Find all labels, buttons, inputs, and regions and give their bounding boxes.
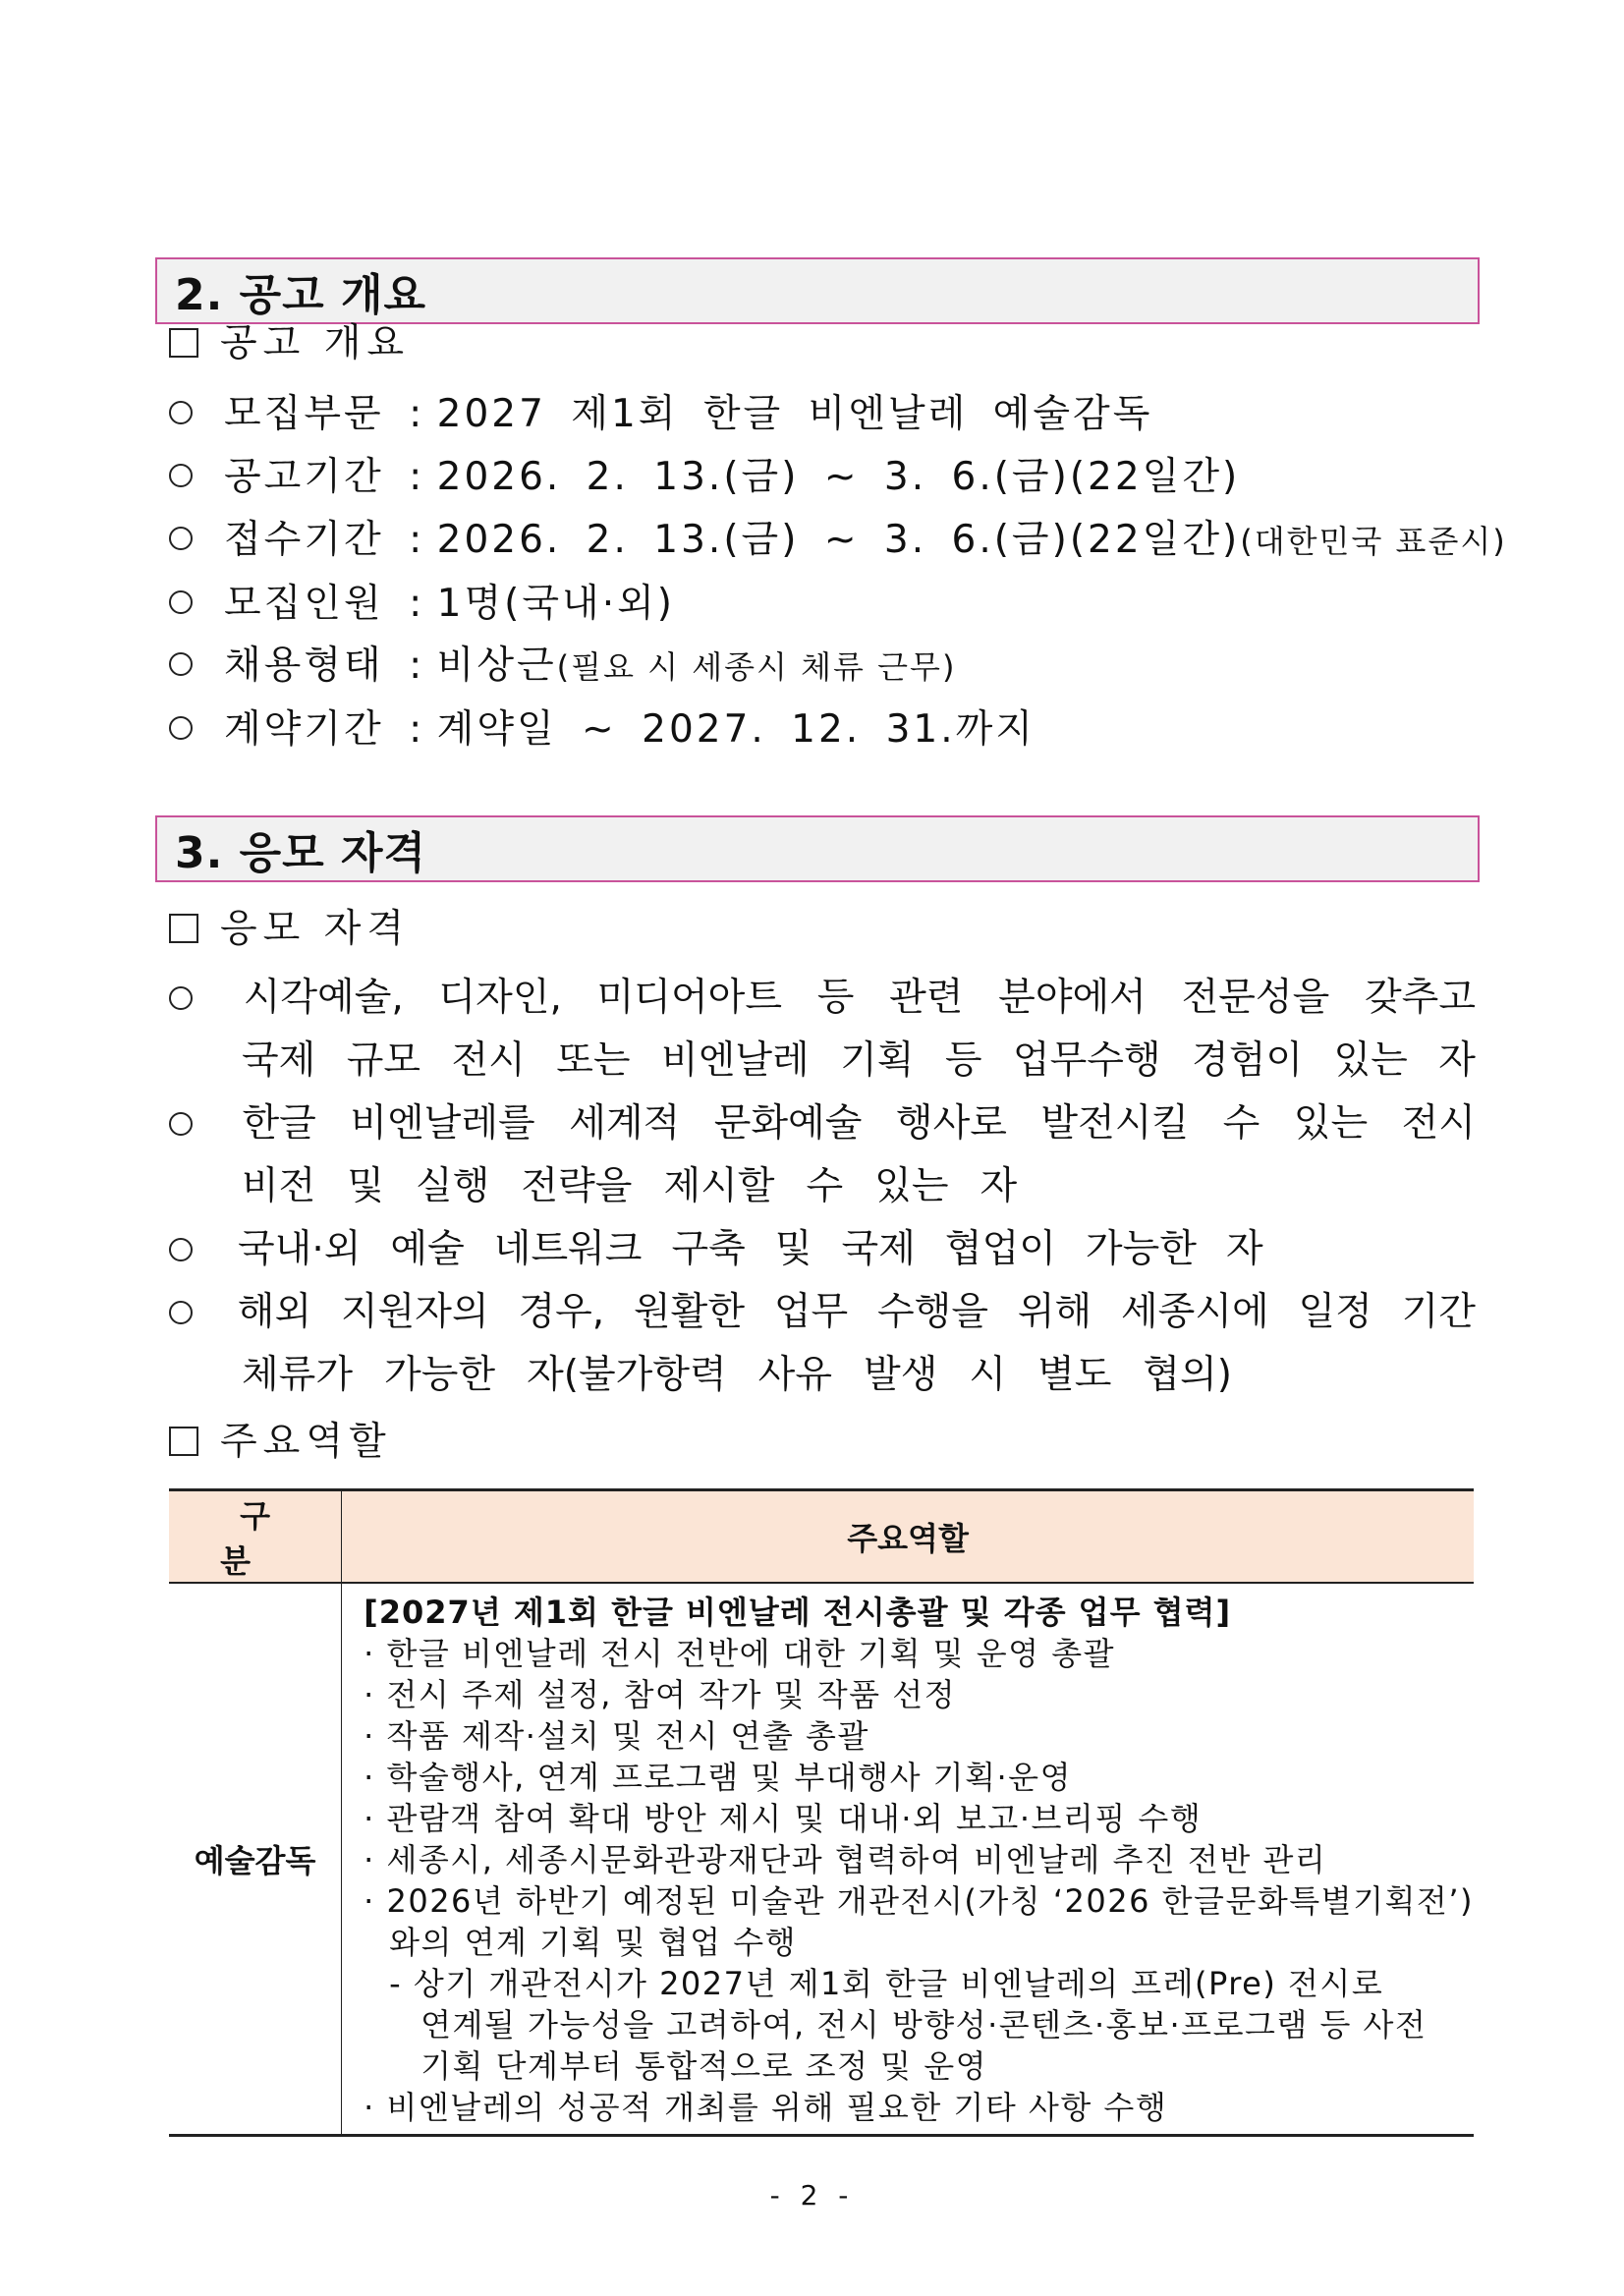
qualification-word: 비엔날레를 [350,1101,535,1146]
info-item-value: 1명(국내·외) [436,582,675,626]
qualification-word: 전문성을 [1181,976,1330,1020]
qualification-word: 발생 [864,1353,938,1397]
qualification-word: 있는 [874,1164,949,1208]
info-item [169,450,1240,505]
circle-bullet-icon [169,464,193,487]
qualification-word: 해외 [237,1290,312,1334]
role-line: · 2026년 하반기 예정된 미술관 개관전시(가칭 ‘2026 한글문화특별기획전’) [364,1882,1474,1920]
qualification-word: 있는 [1293,1101,1369,1146]
section-3-title: 3. 응모 자격 [175,828,426,878]
circle-bullet-icon [169,527,193,550]
qualification-word: 있는 [1333,1038,1408,1083]
qualification-item [169,967,1476,1030]
circle-bullet-icon [169,1112,193,1136]
qualification-word: 협의) [1143,1353,1232,1397]
qualification-word: 발전시킬 [1040,1101,1190,1146]
roles-cell [342,1583,1474,2136]
qualification-word: 미디어아트 [596,976,782,1020]
qualification-word: 위해 [1017,1290,1092,1334]
header-roles: 주요역할 [342,1490,1474,1584]
circle-bullet-icon [169,1238,193,1261]
qualification-word: 경우, [518,1290,605,1334]
qualification-word: 기간 [1401,1290,1476,1334]
qualification-word: 및 [347,1164,385,1208]
qualification-word: 행사로 [895,1101,1007,1146]
role-line: · 전시 주제 설정, 참여 작가 및 작품 선정 [364,1676,957,1713]
category-cell: 예술감독 [169,1583,342,2136]
qualification-word: 문화예술 [713,1101,863,1146]
qualification-item-continuation [169,1155,1476,1218]
role-line: · 작품 제작·설치 및 전시 연출 총괄 [364,1717,869,1755]
qualification-word: 체류가 [242,1353,354,1397]
qualification-word: 수행을 [876,1290,989,1334]
qualification-word: 관련 [889,976,964,1020]
checkbox-square-icon [169,914,198,943]
info-item-value: 2026. 2. 13.(금) ~ 3. 6.(금)(22일간) [436,518,1241,562]
qualification-word: 가능한 [1085,1227,1197,1271]
qualification-word: 전략을 [521,1164,633,1208]
role-sub-line: 기획 단계부터 통합적으로 조정 및 운영 [420,2047,988,2085]
qualification-word: 세계적 [569,1101,681,1146]
circle-bullet-icon [169,1301,193,1324]
role-line: · 한글 비엔날레 전시 전반에 대한 기획 및 운영 총괄 [364,1635,1116,1672]
role-line: · 비엔날레의 성공적 개최를 위해 필요한 기타 사항 수행 [364,2089,1168,2126]
info-item-label: 모집인원 : [224,582,425,626]
table-row [169,1583,1474,2136]
info-item-label: 접수기간 : [224,518,425,562]
qualification-word: 구축 [671,1227,746,1271]
qualification-word: 세종시에 [1120,1290,1269,1334]
qualification-item-continuation [169,1030,1476,1092]
qualification-word: 업무 [773,1290,849,1334]
qualification-word: 사유 [757,1353,833,1397]
qualification-word: 자 [1438,1038,1476,1083]
section-3-box-heading: 응모 자격 [169,902,410,957]
qualification-word: 자(불가항력 [527,1353,727,1397]
qualification-word: 전시 [1401,1101,1476,1146]
roles-box-heading: 주요역할 [169,1415,392,1470]
section-2-box-heading: 공고 개요 [169,316,410,371]
circle-bullet-icon [169,652,193,676]
qualification-word: 또는 [556,1038,631,1083]
info-item-value: 계약일 ~ 2027. 12. 31.까지 [436,707,1036,752]
role-line: · 관람객 참여 확대 방안 제시 및 대내·외 보고·브리핑 수행 [364,1800,1203,1837]
circle-bullet-icon [169,401,193,424]
circle-bullet-icon [169,590,193,614]
info-item-value: 비상근 [436,644,557,688]
section-2-header [155,257,1480,324]
qualification-item [169,1092,1476,1155]
info-item [169,577,675,632]
qualification-word: 전시 [451,1038,526,1083]
qualification-word: 등 [816,976,855,1020]
section-3-header [155,815,1480,882]
qualification-word: 비엔날레 [661,1038,810,1083]
role-sub-line: - 상기 개관전시가 2027년 제1회 한글 비엔날레의 프레(Pre) 전시로 [389,1965,1384,2002]
qualification-word: 수 [1222,1101,1260,1146]
info-item-value: 2026. 2. 13.(금) ~ 3. 6.(금)(22일간) [436,455,1241,499]
qualification-word: 디자인, [438,976,562,1020]
page-number: - 2 - [769,2179,855,2212]
qualification-word: 기획 [840,1038,915,1083]
qualification-word: 원활한 [634,1290,746,1334]
qualification-word: 한글 [242,1101,316,1146]
qualification-word: 규모 [346,1038,421,1083]
roles-table [169,1488,1474,2137]
role-sub-line: 연계될 가능성을 고려하여, 전시 방향성·콘텐츠·홍보·프로그램 등 사전 [420,2006,1428,2044]
circle-bullet-icon [169,716,193,740]
qualification-word: 시각예술, [243,976,404,1020]
qualification-word: 국제 [841,1227,916,1271]
qualification-item [169,1281,1476,1344]
qualification-word: 등 [944,1038,982,1083]
qualification-word: 가능한 [384,1353,496,1397]
info-item-label: 모집부문 : [224,392,425,436]
info-item [169,513,1507,569]
qualification-word: 예술 [390,1227,465,1271]
role-heading: [2027년 제1회 한글 비엔날레 전시총괄 및 각종 업무 협력] [364,1594,1232,1631]
qualification-word: 지원자의 [340,1290,489,1334]
info-item-note: (필요 시 세종시 체류 근무) [556,648,957,686]
role-line: · 학술행사, 연계 프로그램 및 부대행사 기획·운영 [364,1759,1073,1796]
qualification-word: 실행 [416,1164,490,1208]
section-2-title: 2. 공고 개요 [175,270,426,320]
qualification-word: 협업이 [944,1227,1056,1271]
qualification-word: 자 [1225,1227,1263,1271]
qualification-word: 및 [774,1227,812,1271]
qualification-word: 별도 [1037,1353,1112,1397]
table-header-row [169,1490,1474,1584]
qualification-word: 시 [969,1353,1007,1397]
qualification-word: 일정 [1298,1290,1372,1334]
checkbox-square-icon [169,1427,198,1456]
info-item-note: (대한민국 표준시) [1240,523,1507,560]
qualification-item-continuation [169,1344,1476,1407]
qualification-word: 자 [980,1164,1018,1208]
role-line-continuation: 와의 연계 기획 및 협업 수행 [389,1924,798,1961]
qualification-word: 수 [806,1164,844,1208]
qualification-word: 업무수행 [1012,1038,1161,1083]
qualification-word: 제시할 [663,1164,775,1208]
info-item [169,639,956,695]
info-item [169,702,1036,757]
qualification-word: 비전 [242,1164,316,1208]
info-item-value: 2027 제1회 한글 비엔날레 예술감독 [436,392,1153,436]
qualifications-list [169,967,1476,1407]
qualification-item [169,1218,1476,1281]
header-category: 구 분 [169,1490,342,1584]
qualification-word: 분야에서 [998,976,1147,1020]
qualification-word: 국내·외 [238,1227,362,1271]
info-item-label: 공고기간 : [224,455,425,499]
checkbox-square-icon [169,328,198,358]
qualification-word: 경험이 [1192,1038,1304,1083]
qualification-word: 갖추고 [1364,976,1476,1020]
qualification-word: 국제 [242,1038,316,1083]
info-item [169,387,1152,442]
info-item-label: 채용형태 : [224,644,425,688]
qualification-word: 네트워크 [493,1227,643,1271]
role-line: · 세종시, 세종시문화관광재단과 협력하여 비엔날레 추진 전반 관리 [364,1841,1327,1878]
circle-bullet-icon [169,986,193,1010]
info-item-label: 계약기간 : [224,707,425,752]
